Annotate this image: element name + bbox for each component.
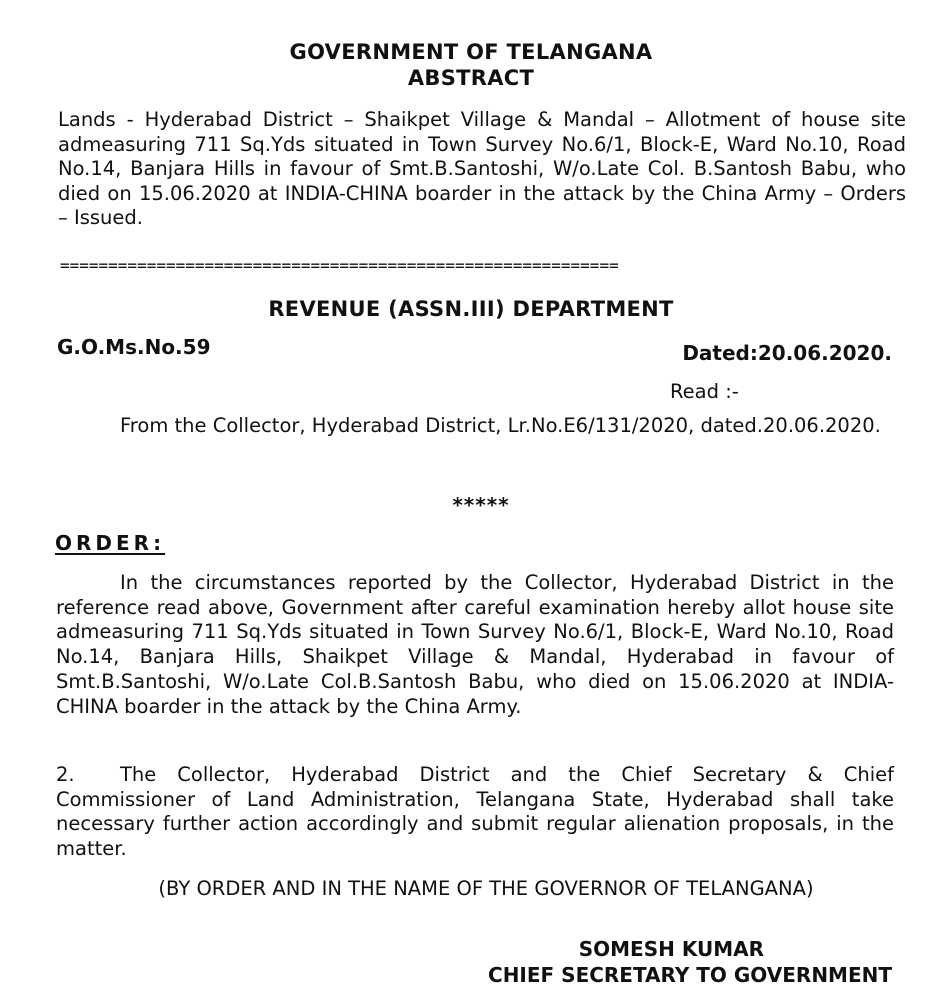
separator-line: ========================================================== — [60, 256, 619, 275]
order-date: Dated:20.06.2020. — [682, 341, 892, 365]
order-paragraph-2 — [56, 763, 894, 862]
read-label: Read :- — [670, 380, 739, 403]
department-heading: REVENUE (ASSN.III) DEPARTMENT — [268, 297, 674, 321]
signatory-name: SOMESH KUMAR — [578, 937, 764, 961]
section-stars: ***** — [452, 493, 510, 517]
abstract-subject: Lands - Hyderabad District – Shaikpet Village & Mandal – Allotment of house site admeasuring 711 Sq.Yds situated in Town Survey No.6/1, Block-E, Ward No.10, Road No.14, Banjara Hills in favour of Smt.B.Santoshi, W/o.Late Col. B.Santosh Babu, who died on 15.06.2020 at INDIA-CHINA boarder in the attack by the China Army – Orders – Issued. — [58, 108, 906, 229]
paragraph-number: 2. — [56, 763, 75, 786]
reference-text: From the Collector, Hyderabad District, Lr.No.E6/131/2020, dated.20.06.2020. — [120, 414, 881, 437]
order-heading: ORDER: — [55, 531, 166, 555]
paragraph-2-text: The Collector, Hyderabad District and the Chief Secretary & Chief Commissioner of Land Administration, Telangana State, Hyderabad shall take necessary further action accordingly and submit regular alienation proposals, in the matter. — [56, 763, 894, 861]
government-heading: GOVERNMENT OF TELANGANA — [289, 40, 653, 64]
by-order-line: (BY ORDER AND IN THE NAME OF THE GOVERNOR OF TELANGANA) — [158, 877, 814, 900]
abstract-heading: ABSTRACT — [407, 66, 535, 90]
order-paragraph-1: In the circumstances reported by the Collector, Hyderabad District in the reference read above, Government after careful examination hereby allot house site admeasuring 711 Sq.Yds situated in Town Survey No.6/1, Block-E, Ward No.10, Road No.14, Banjara Hills, Shaikpet Village & Mandal, Hyderabad in favour of Smt.B.Santoshi, W/o.Late Col.B.Santosh Babu, who died on 15.06.2020 at INDIA-CHINA boarder in the attack by the China Army. — [56, 571, 894, 718]
go-number: G.O.Ms.No.59 — [57, 335, 211, 359]
signatory-title: CHIEF SECRETARY TO GOVERNMENT — [488, 963, 892, 987]
